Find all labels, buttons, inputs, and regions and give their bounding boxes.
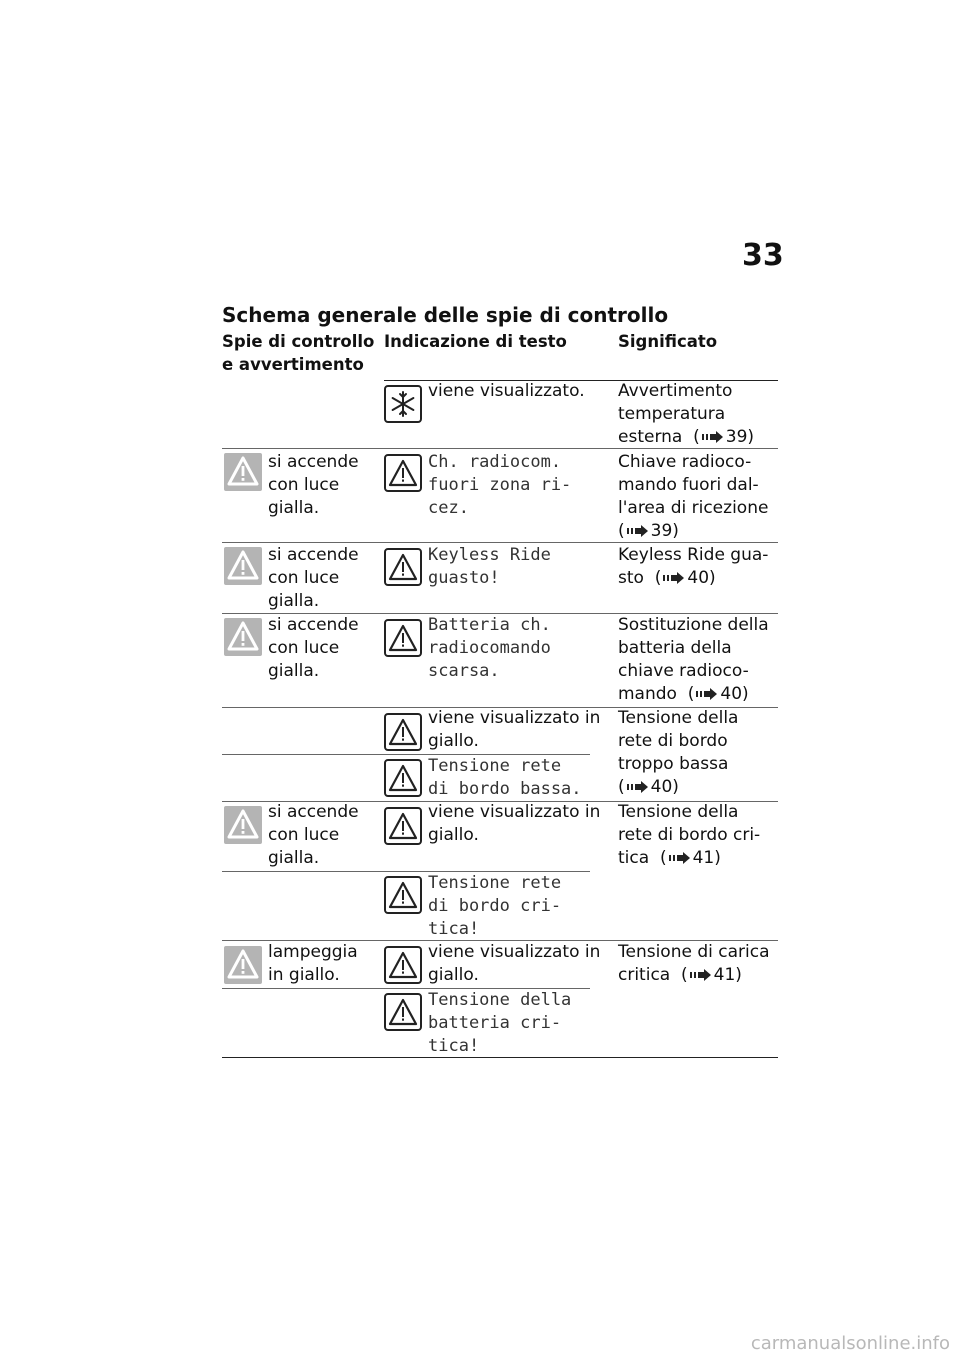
arrow-reference-icon [700, 430, 726, 444]
header-col-text: Indicazione di testo [384, 332, 567, 351]
display-text: viene visualizzato in giallo. [428, 708, 601, 751]
display-message: Tensione della batteria cri- tica! [428, 990, 572, 1056]
warning-triangle-display-icon [384, 454, 422, 492]
warning-triangle-display-icon [384, 759, 422, 797]
meaning-cell: Chiave radioco- mando fuori dal- l'area di ricezione ( 39) [618, 452, 769, 541]
meaning-cell: Keyless Ride gua- sto ( 40) [618, 545, 769, 588]
arrow-reference-icon [694, 687, 720, 701]
header-col1-line1: Spie di controllo [222, 332, 375, 351]
warning-triangle-lamp-icon [224, 547, 262, 585]
display-text: viene visualizzato in giallo. [428, 942, 601, 985]
header-col-meaning: Significato [618, 332, 718, 351]
meaning-cell: Sostituzione della batteria della chiave radioco- mando ( 40) [618, 615, 769, 704]
meaning-line: esterna ( 39) [618, 427, 755, 447]
footer-watermark[interactable]: carmanualsonline.info [750, 1333, 950, 1354]
display-message: Batteria ch. radiocomando scarsa. [428, 615, 551, 681]
lamp-description: si accende con luce gialla. [268, 452, 359, 518]
warning-triangle-lamp-icon [224, 946, 262, 984]
meaning-line: temperatura [618, 404, 726, 424]
warning-triangle-lamp-icon [224, 453, 262, 491]
page-number: 33 [742, 238, 784, 273]
page-reference-link[interactable]: 40) [650, 777, 679, 797]
display-message: Tensione rete di bordo cri- tica! [428, 873, 562, 939]
warning-triangle-display-icon [384, 876, 422, 914]
display-message: Ch. radiocom. fuori zona ri- cez. [428, 452, 572, 518]
meaning-line: Avvertimento [618, 381, 733, 401]
lamp-description: si accende con luce gialla. [268, 802, 359, 868]
warning-triangle-lamp-icon [224, 806, 262, 844]
arrow-reference-icon [625, 524, 651, 538]
page-reference-link[interactable]: 41) [692, 848, 721, 868]
warning-triangle-lamp-icon [224, 618, 262, 656]
arrow-reference-icon [688, 968, 714, 982]
lamp-description: si accende con luce gialla. [268, 545, 359, 611]
display-text: viene visualizzato. [428, 381, 585, 401]
display-text: viene visualizzato in giallo. [428, 802, 601, 845]
page-reference-link[interactable]: 40) [720, 684, 749, 704]
display-message: Tensione rete di bordo bassa. [428, 756, 582, 799]
lamp-description: lampeggia in giallo. [268, 942, 358, 985]
meaning-cell: Tensione della rete di bordo cri- tica ( 41) [618, 802, 761, 868]
warning-triangle-display-icon [384, 946, 422, 984]
warning-triangle-display-icon [384, 993, 422, 1031]
page-reference-link[interactable]: 40) [687, 568, 716, 588]
page-reference-link[interactable]: 39) [725, 427, 755, 447]
warning-triangle-display-icon [384, 548, 422, 586]
snowflake-icon [384, 385, 422, 423]
warning-triangle-display-icon [384, 619, 422, 657]
warning-triangle-display-icon [384, 713, 422, 751]
page-title: Schema generale delle spie di controllo [222, 303, 669, 327]
lamp-description: si accende con luce gialla. [268, 615, 359, 681]
meaning-cell [618, 380, 754, 449]
warning-triangle-display-icon [384, 807, 422, 845]
arrow-reference-icon [661, 571, 687, 585]
page-reference-link[interactable]: 39) [650, 521, 679, 541]
page-reference-link[interactable]: 41) [713, 965, 742, 985]
header-col-lamps [222, 330, 374, 376]
arrow-reference-icon [667, 851, 693, 865]
meaning-cell: Tensione di carica critica ( 41) [618, 942, 770, 985]
arrow-reference-icon [625, 780, 651, 794]
display-message: Keyless Ride guasto! [428, 545, 551, 588]
meaning-cell: Tensione della rete di bordo troppo bassa ( 40) [618, 708, 739, 797]
header-col1-line2: e avvertimento [222, 355, 364, 374]
